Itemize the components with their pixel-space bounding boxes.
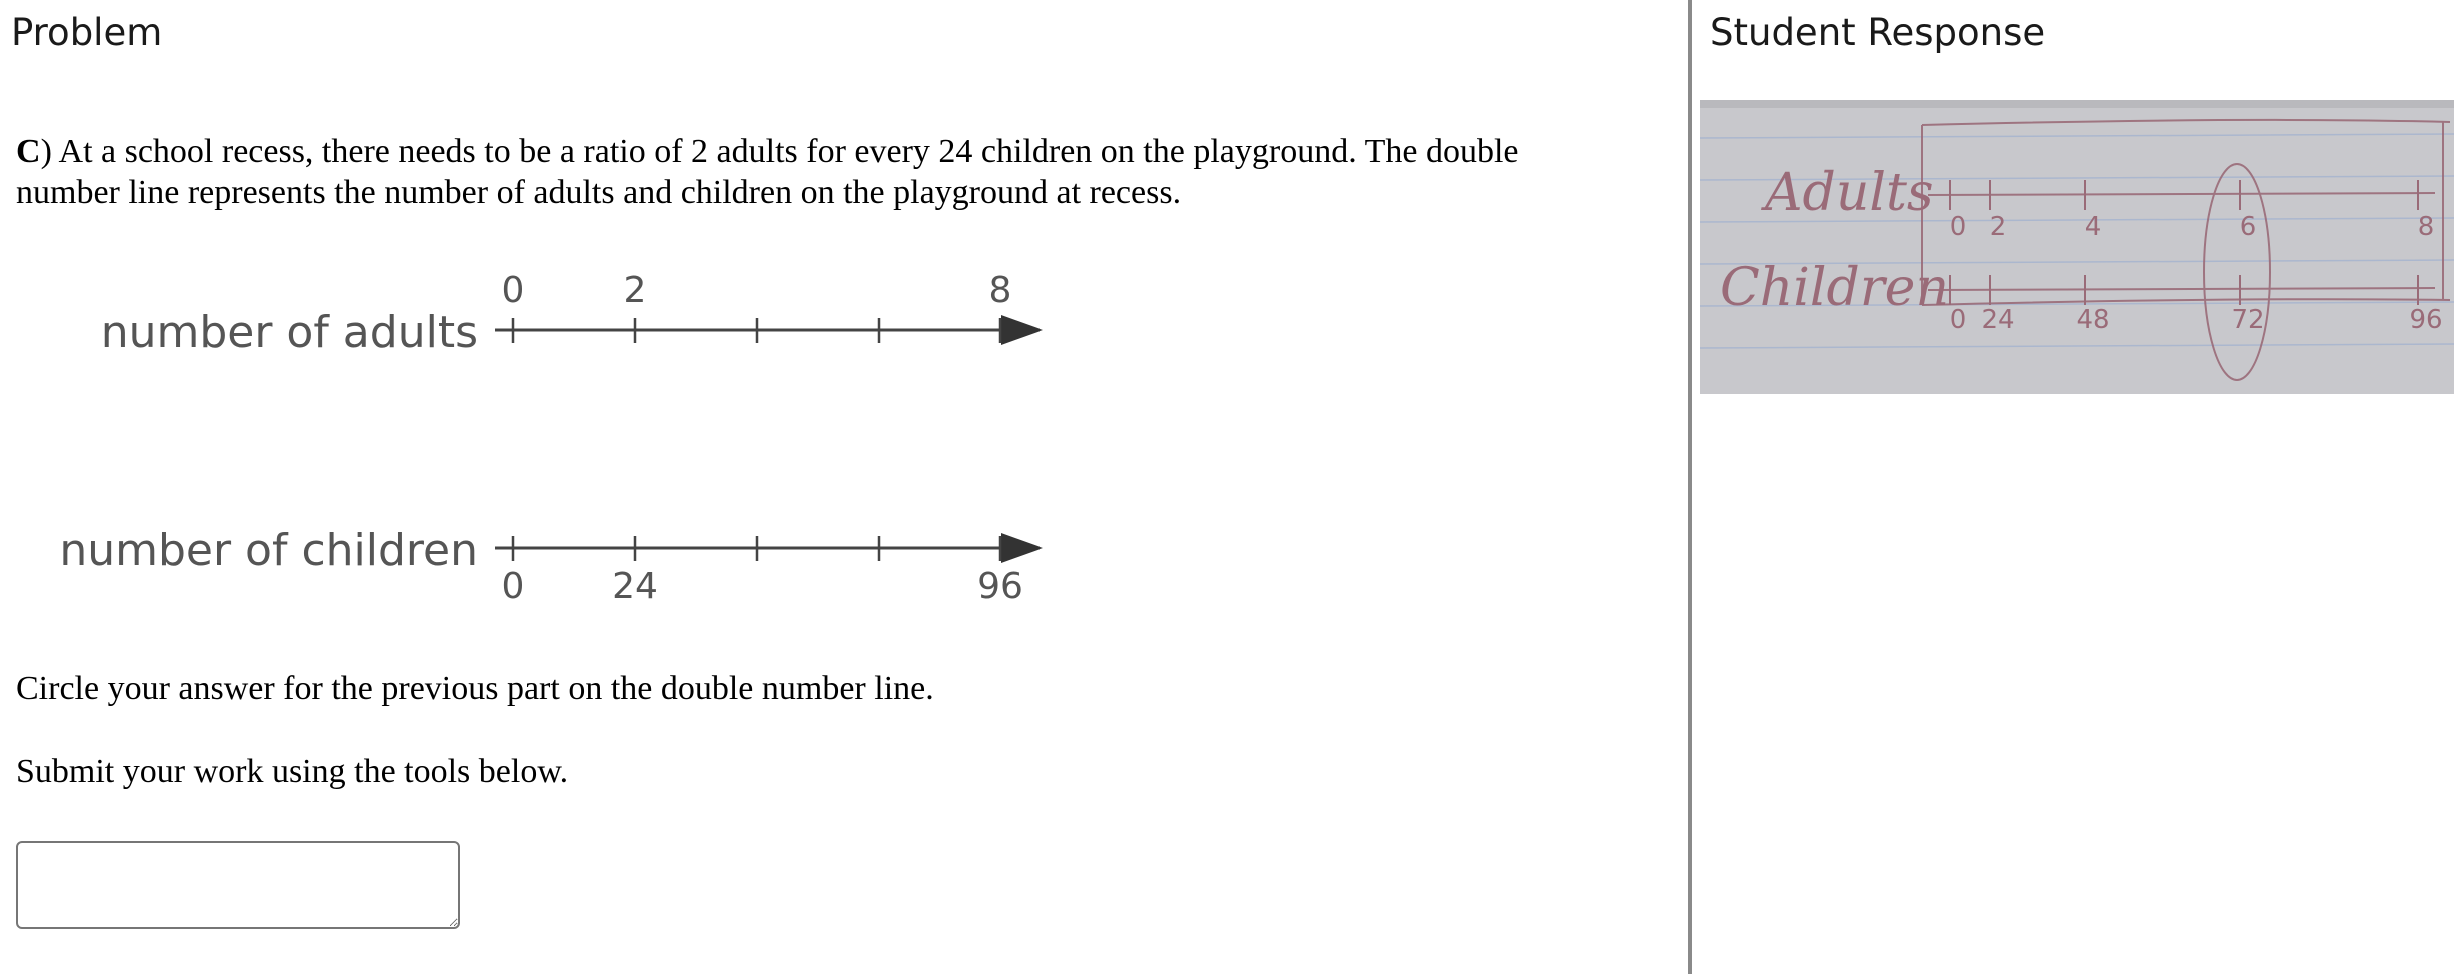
student-adults-label: Adults <box>1765 163 1934 223</box>
student-adults-value: 8 <box>2417 212 2435 242</box>
submit-instruction: Submit your work using the tools below. <box>16 753 569 790</box>
student-adults-value: 2 <box>1989 212 2007 242</box>
children-tick-label: 24 <box>612 566 658 607</box>
question-text: ) At a school recess, there needs to be a ratio of 2 adults for every 24 children on the playground. The double number line represents the number of adults and children on the playground at recess. <box>16 133 1519 211</box>
part-label: C <box>16 133 41 170</box>
problem-question <box>16 131 1546 213</box>
student-children-value: 0 <box>1949 305 1967 335</box>
student-children-value: 24 <box>1981 305 2015 335</box>
student-response-title: Student Response <box>1710 11 2046 54</box>
student-adults-value: 0 <box>1949 212 1967 242</box>
student-children-label: Children <box>1720 258 1949 318</box>
student-children-value: 72 <box>2231 305 2265 335</box>
adults-tick-label: 0 <box>501 270 525 311</box>
double-number-line <box>30 255 1060 625</box>
student-adults-value: 6 <box>2239 212 2257 242</box>
problem-title: Problem <box>11 11 163 54</box>
adults-axis-label: number of adults <box>100 307 478 358</box>
children-tick-label: 0 <box>501 566 525 607</box>
student-adults-value: 4 <box>2084 212 2102 242</box>
photo-background <box>1700 100 2454 394</box>
student-work-photo <box>1700 100 2454 394</box>
student-children-value: 48 <box>2076 305 2110 335</box>
circle-instruction: Circle your answer for the previous part on the double number line. <box>16 670 934 707</box>
panel-divider <box>1688 0 1692 974</box>
children-axis-label: number of children <box>59 525 478 576</box>
adults-tick-label: 2 <box>623 270 647 311</box>
children-tick-label: 96 <box>977 566 1023 607</box>
answer-input[interactable] <box>16 841 460 929</box>
student-children-value: 96 <box>2409 305 2443 335</box>
adults-tick-label: 8 <box>988 270 1012 311</box>
